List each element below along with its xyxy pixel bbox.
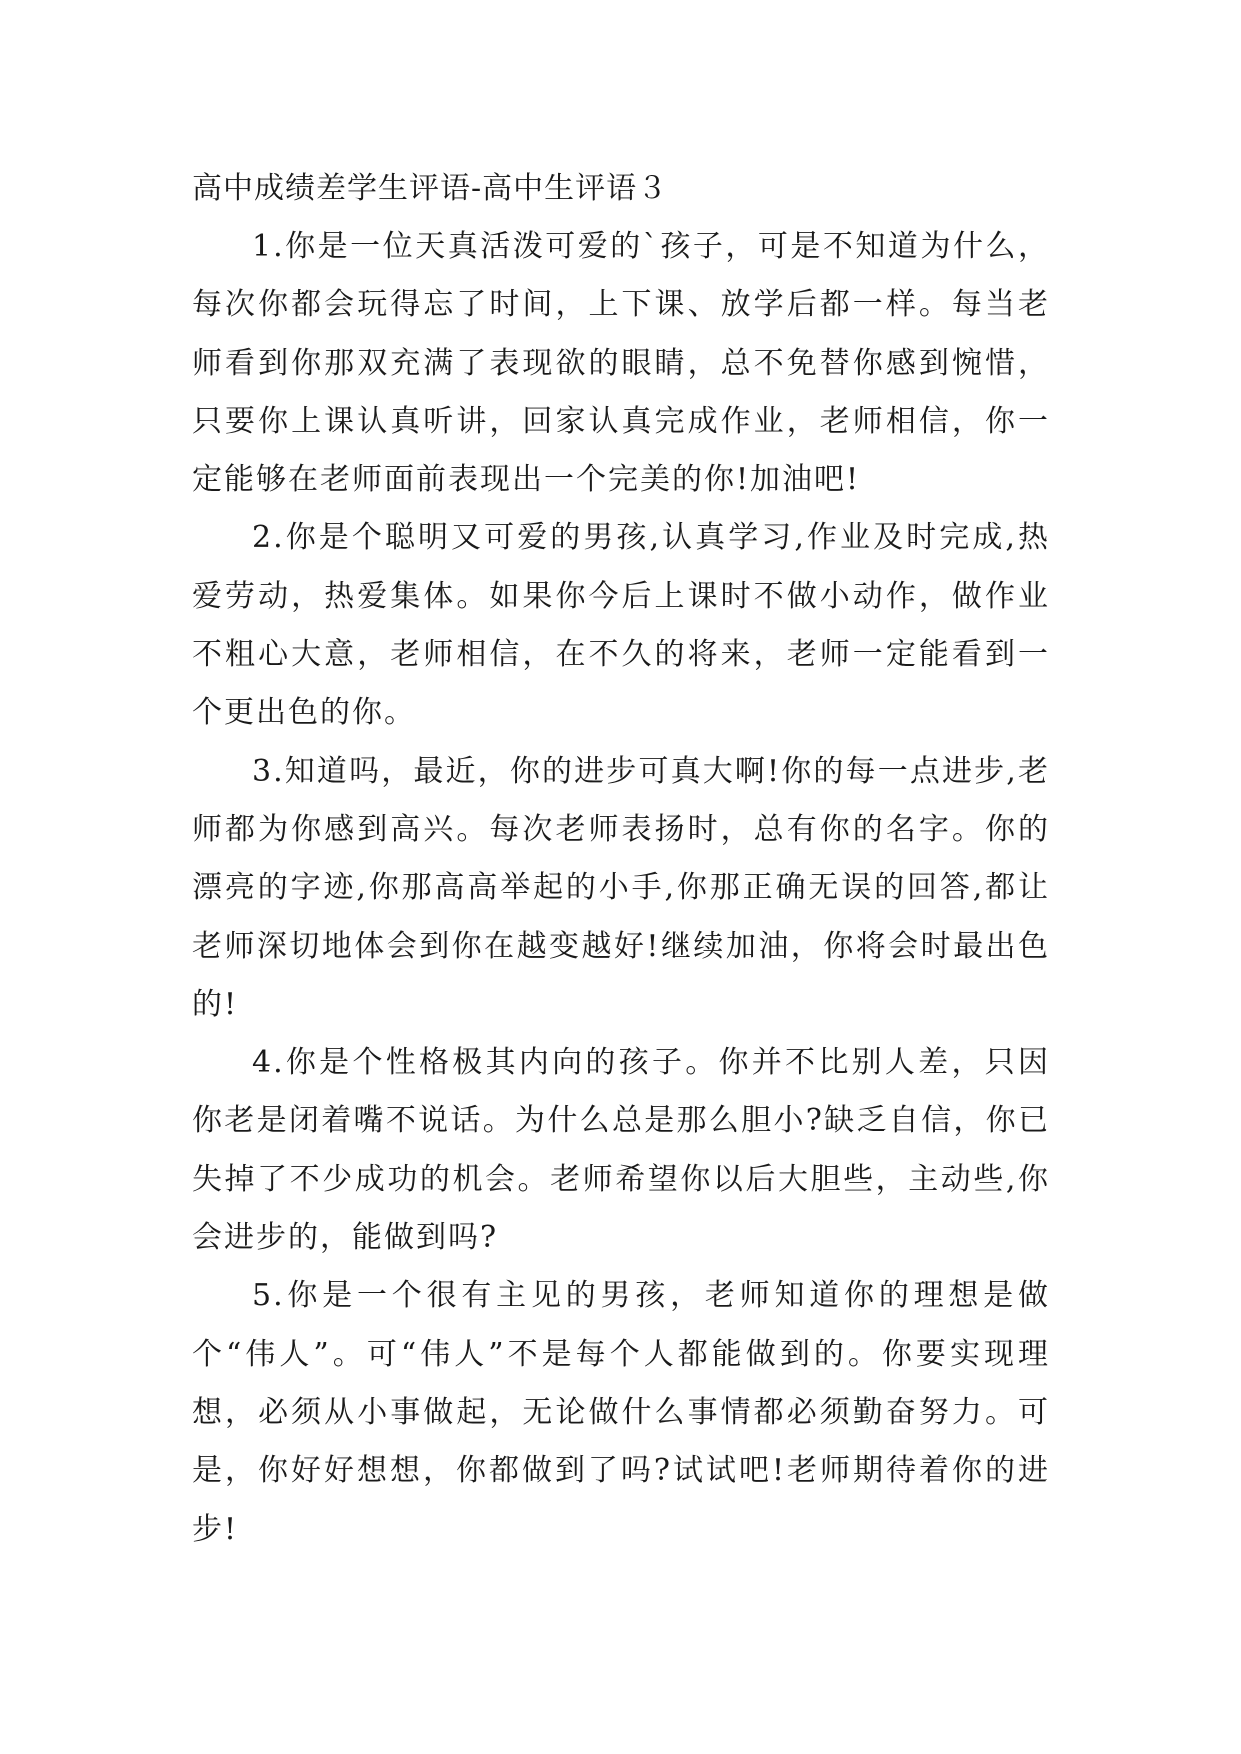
- comment-paragraph-4: 4.你是个性格极其内向的孩子。你并不比别人差，只因你老是闭着嘴不说话。为什么总是那么胆小?缺乏自信，你已失掉了不少成功的机会。老师希望你以后大胆些，主动些,你会进步的，能做到吗?: [192, 1045, 1050, 1256]
- comment-paragraph-1: 1.你是一位天真活泼可爱的`孩子，可是不知道为什么，每次你都会玩得忘了时间，上下课、放学后都一样。每当老师看到你那双充满了表现欲的眼睛，总不免替你感到惋惜，只要你上课认真听讲，回家认真完成作业，老师相信，你一定能够在老师面前表现出一个完美的你!加油吧!: [192, 229, 1050, 498]
- comment-paragraph-3: 3.知道吗，最近，你的进步可真大啊!你的每一点进步,老师都为你感到高兴。每次老师表扬时，总有你的名字。你的漂亮的字迹,你那高高举起的小手,你那正确无误的回答,都让老师深切地体会到你在越变越好!继续加油，你将会时最出色的!: [192, 753, 1050, 1022]
- document-title: 高中成绩差学生评语-高中生评语３: [192, 171, 669, 206]
- comment-paragraph-5: 5.你是一个很有主见的男孩，老师知道你的理想是做个“伟人”。可“伟人”不是每个人都能做到的。你要实现理想，必须从小事做起，无论做什么事情都必须勤奋努力。可是，你好好想想，你都做到了吗?试试吧!老师期待着你的进步!: [192, 1278, 1050, 1547]
- document-page: [192, 160, 1050, 1559]
- comment-paragraph-2: 2.你是个聪明又可爱的男孩,认真学习,作业及时完成,热爱劳动，热爱集体。如果你今后上课时不做小动作，做作业不粗心大意，老师相信，在不久的将来，老师一定能看到一个更出色的你。: [192, 520, 1050, 731]
